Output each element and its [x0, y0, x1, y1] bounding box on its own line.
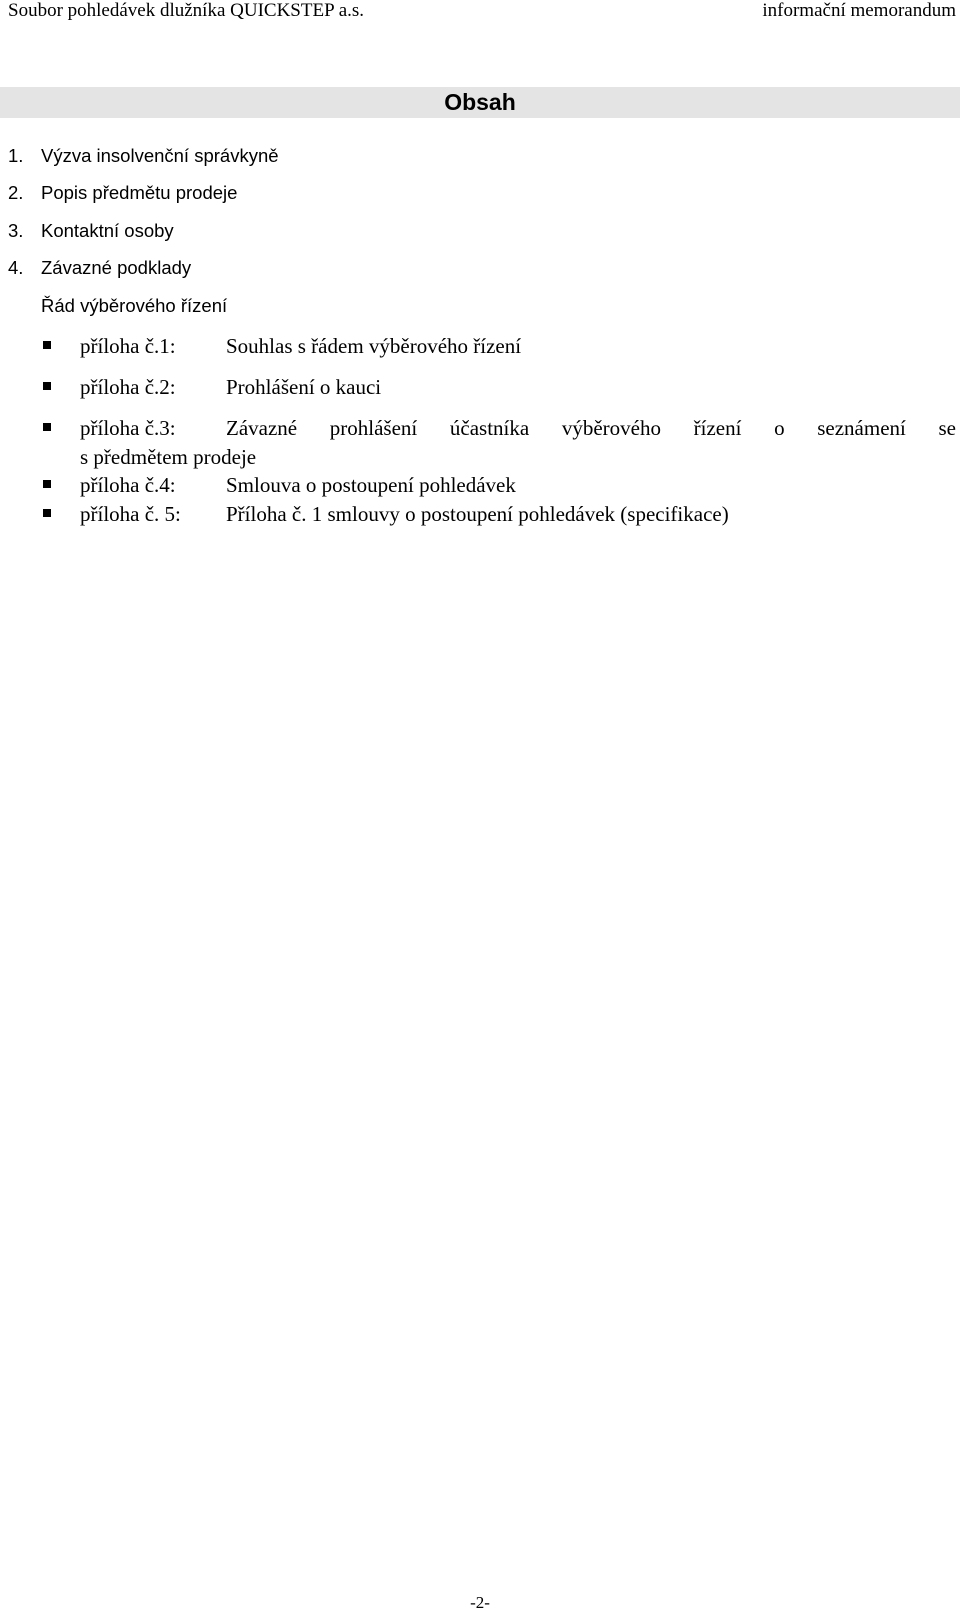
page-title: Obsah [444, 89, 516, 115]
square-bullet-icon [43, 423, 51, 431]
attachment-label: příloha č.2: [80, 375, 176, 399]
square-bullet-icon [43, 341, 51, 349]
attachment-description-word: účastníka [449, 416, 530, 440]
toc-item-number: 1. [8, 145, 24, 166]
square-bullet-icon [43, 509, 51, 517]
toc-item [8, 257, 191, 279]
toc-item-number: 3. [8, 220, 24, 241]
toc-item [8, 220, 174, 242]
toc-item-label: Kontaktní osoby [41, 220, 174, 241]
attachment-description: Smlouva o postoupení pohledávek [226, 473, 516, 497]
toc-item [8, 145, 279, 167]
attachment-description-word: o [774, 416, 785, 440]
page-number: -2- [470, 1593, 490, 1612]
attachment-label: příloha č.4: [80, 473, 176, 497]
attachment-item [0, 502, 960, 526]
toc-item-label: Výzva insolvenční správkyně [41, 145, 279, 166]
attachment-description: Příloha č. 1 smlouvy o postoupení pohledávek (specifikace) [226, 502, 729, 526]
attachment-label: příloha č. 5: [80, 502, 181, 526]
attachment-description-word: seznámení [817, 416, 906, 440]
attachment-label: příloha č.3: [80, 416, 176, 440]
square-bullet-icon [43, 382, 51, 390]
attachment-description-continuation: s předmětem prodeje [80, 445, 257, 469]
header-document-title: Soubor pohledávek dlužníka QUICKSTEP a.s. [8, 0, 365, 21]
toc-item [8, 182, 237, 204]
rules-heading: Řád výběrového řízení [41, 295, 228, 316]
attachment-item [0, 375, 960, 399]
attachment-item [0, 416, 960, 440]
toc-item-number: 2. [8, 182, 24, 203]
attachment-description-word: se [938, 416, 956, 440]
square-bullet-icon [43, 480, 51, 488]
attachment-description-word: výběrového [561, 416, 661, 440]
toc-item-label: Popis předmětu prodeje [41, 182, 238, 203]
attachment-description [226, 416, 956, 440]
attachment-description-word: prohlášení [329, 416, 418, 440]
toc-item-label: Závazné podklady [41, 257, 192, 278]
attachment-description: Prohlášení o kauci [226, 375, 382, 399]
header-document-type: informační memorandum [762, 0, 956, 21]
attachment-item [0, 473, 960, 497]
attachment-description-word: řízení [693, 416, 742, 440]
attachment-description: Souhlas s řádem výběrového řízení [226, 334, 522, 358]
attachment-description-word: Závazné [226, 416, 298, 440]
attachment-label: příloha č.1: [80, 334, 176, 358]
attachment-item [0, 334, 960, 358]
toc-item-number: 4. [8, 257, 24, 278]
